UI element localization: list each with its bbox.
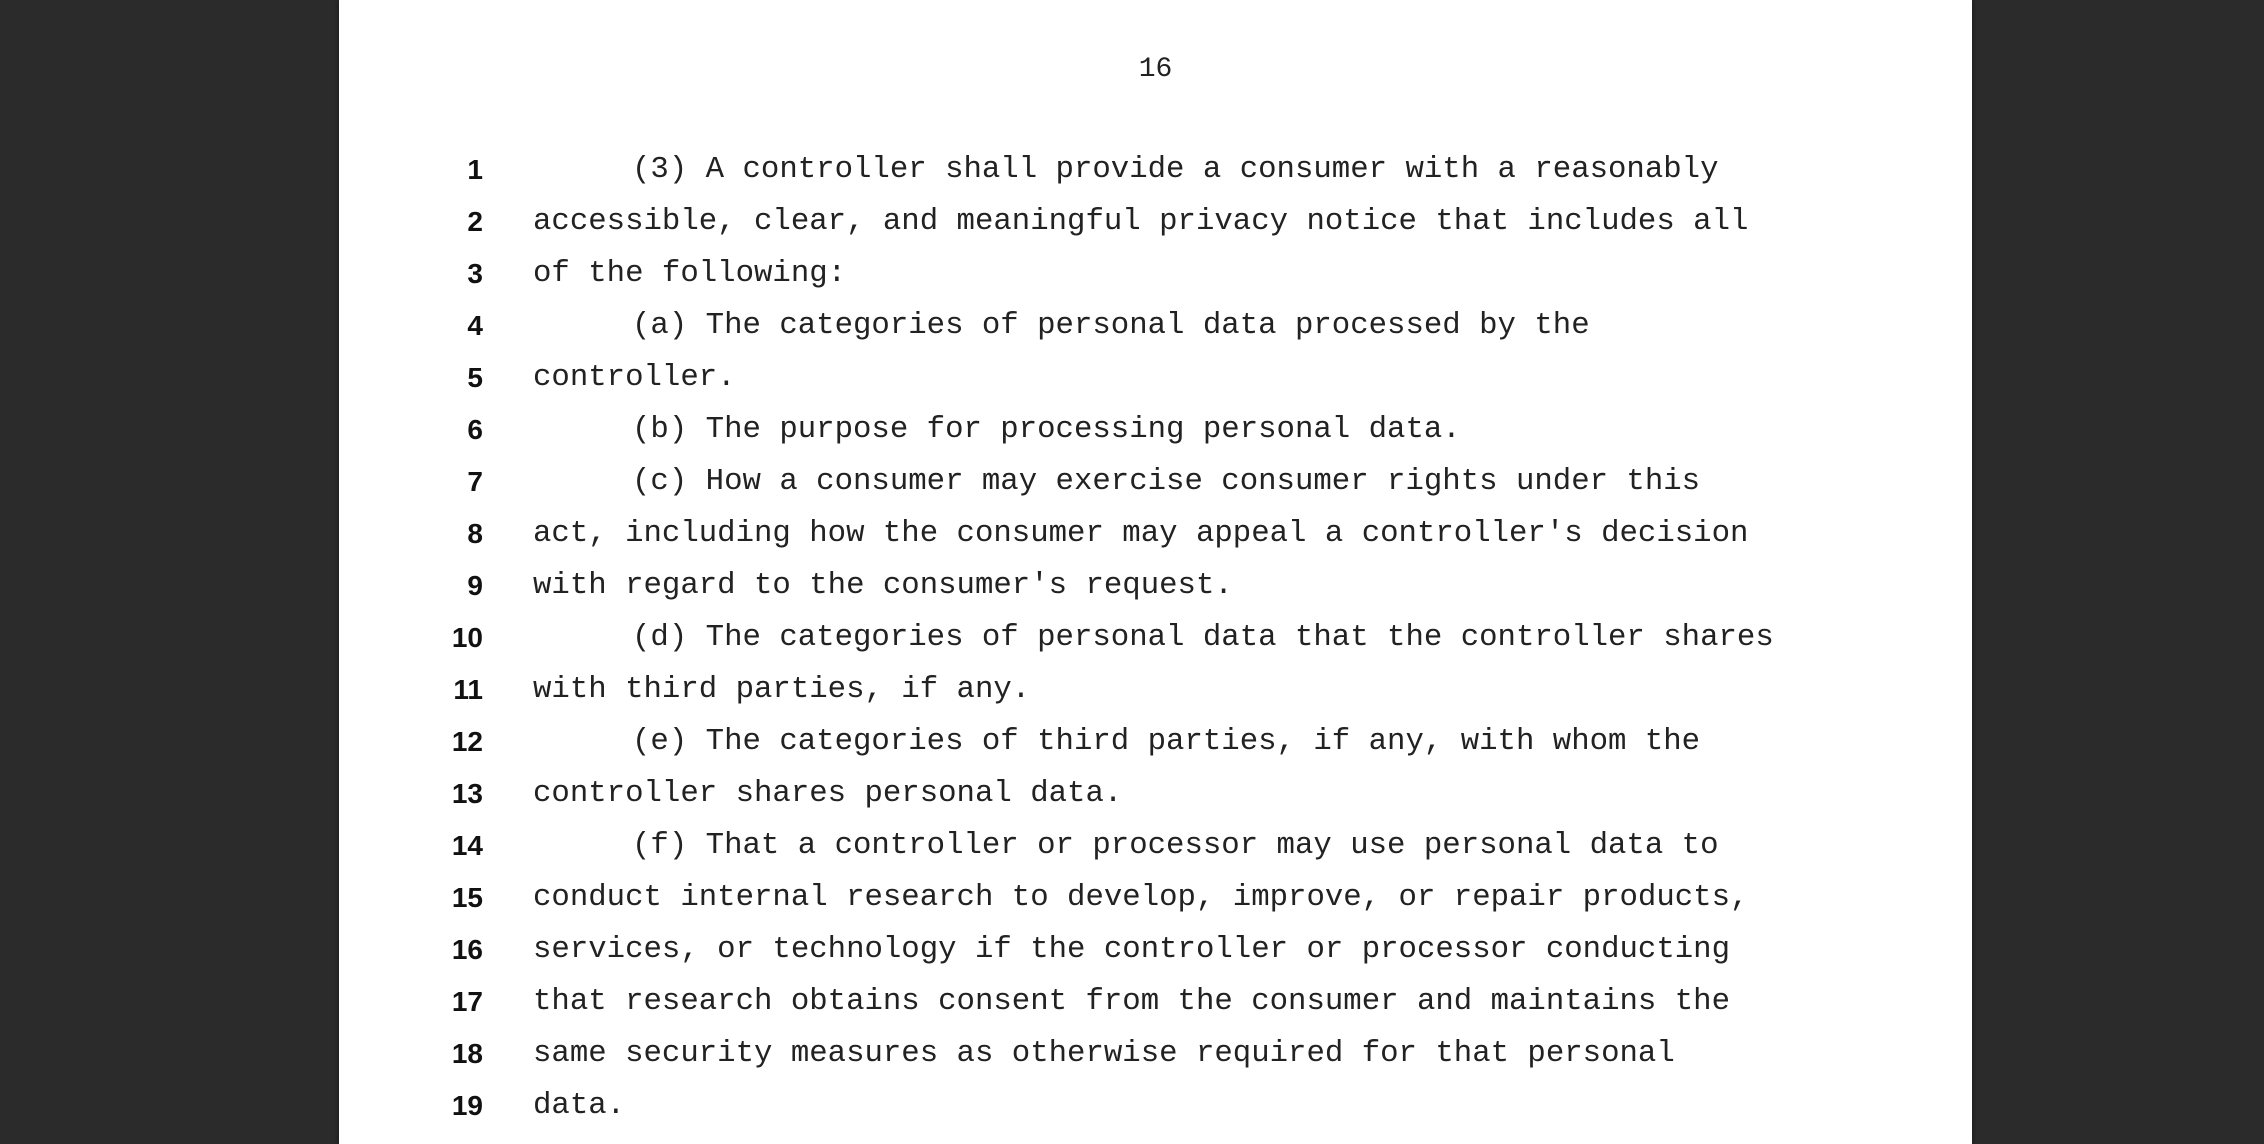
line-number: 16 [451,934,483,965]
line-number: 14 [451,830,483,861]
line-number: 17 [451,986,483,1017]
line-text: (d) The categories of personal data that the controller shares [632,620,1774,655]
line-number: 11 [453,674,483,705]
text-line [339,306,1972,358]
line-number: 7 [467,466,483,497]
line-text: data. [533,1088,626,1123]
line-text: act, including how the consumer may appeal a controller's decision [533,516,1749,551]
line-number: 18 [451,1038,483,1069]
line-number: 3 [467,258,483,289]
line-number: 9 [467,570,483,601]
line-text: (e) The categories of third parties, if any, with whom the [632,724,1701,759]
text-line [339,566,1972,618]
line-text: accessible, clear, and meaningful privacy notice that includes all [533,204,1749,239]
line-text: (a) The categories of personal data processed by the [632,308,1590,343]
document-page [339,0,1972,1144]
text-line [339,670,1972,722]
line-number: 12 [451,726,483,757]
line-text: controller shares personal data. [533,776,1123,811]
line-number: 8 [467,518,483,549]
line-number: 19 [451,1090,483,1121]
line-text: of the following: [533,256,847,291]
text-line [339,722,1972,774]
text-line [339,410,1972,462]
text-line [339,514,1972,566]
line-text: controller. [533,360,736,395]
text-line [339,982,1972,1034]
line-number: 5 [467,362,483,393]
line-numbered-text [339,150,1972,1138]
text-line [339,150,1972,202]
line-text: (3) A controller shall provide a consumer with a reasonably [632,152,1719,187]
text-line [339,358,1972,410]
line-text: (b) The purpose for processing personal data. [632,412,1461,447]
text-line [339,774,1972,826]
line-text: services, or technology if the controller or processor conducting [533,932,1731,967]
text-line [339,618,1972,670]
line-text: (c) How a consumer may exercise consumer rights under this [632,464,1701,499]
line-number: 15 [451,882,483,913]
line-number: 6 [467,414,483,445]
text-line [339,462,1972,514]
line-text: that research obtains consent from the consumer and maintains the [533,984,1731,1019]
text-line [339,878,1972,930]
line-text: with third parties, if any. [533,672,1031,707]
line-number: 4 [467,310,483,341]
line-number: 13 [451,778,483,809]
line-text: conduct internal research to develop, improve, or repair products, [533,880,1749,915]
line-text: (f) That a controller or processor may use personal data to [632,828,1719,863]
text-line [339,1034,1972,1086]
page-number: 16 [1138,54,1173,85]
text-line [339,930,1972,982]
text-line [339,254,1972,306]
line-number: 1 [467,154,483,185]
line-text: with regard to the consumer's request. [533,568,1233,603]
line-text: same security measures as otherwise required for that personal [533,1036,1675,1071]
text-line [339,1086,1972,1138]
text-line [339,826,1972,878]
line-number: 10 [451,622,483,653]
line-number: 2 [467,206,483,237]
text-line [339,202,1972,254]
